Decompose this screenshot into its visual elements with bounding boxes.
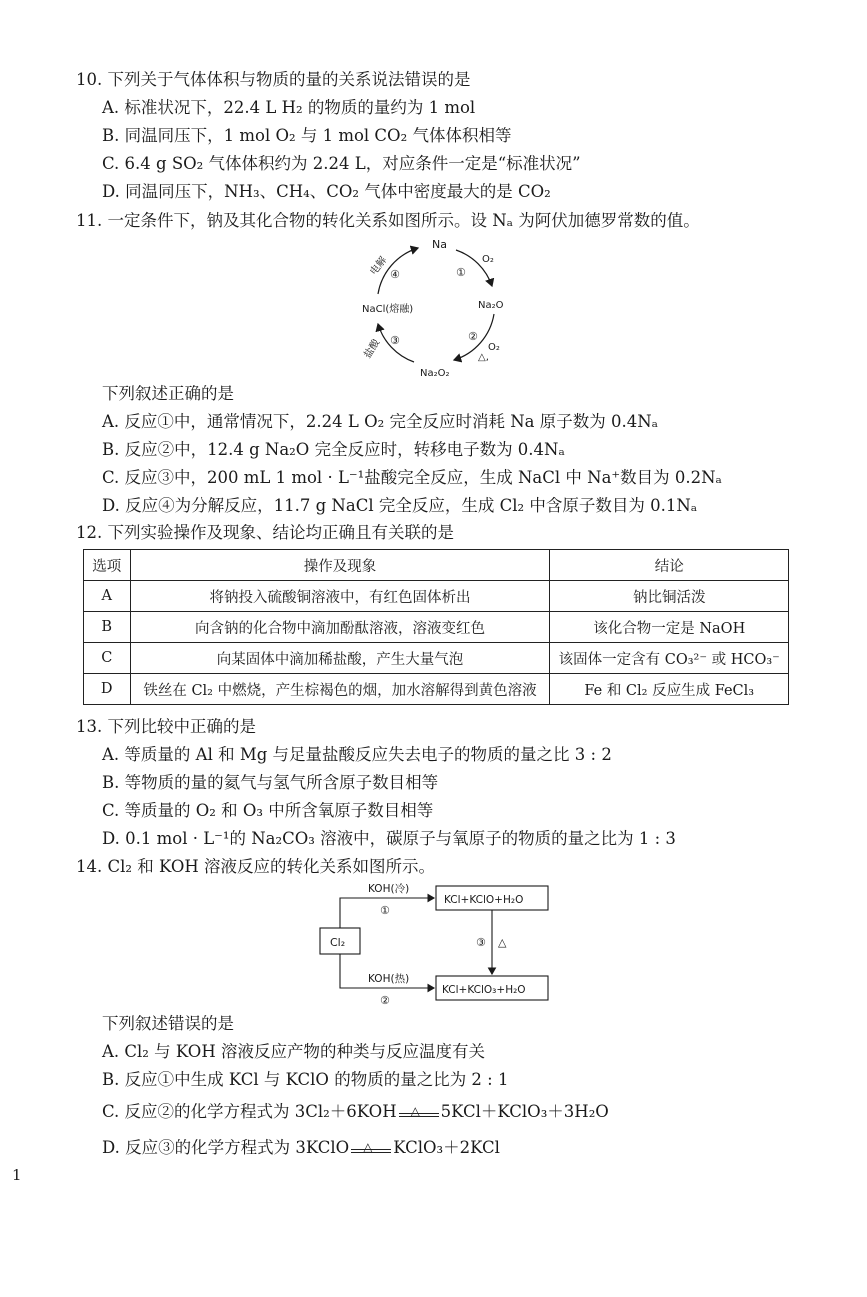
species-na2o: Na₂O: [478, 300, 504, 311]
q14-option-a: A. Cl₂ 与 KOH 溶液反应产物的种类与反应温度有关: [102, 1042, 485, 1061]
q14-stem: 14. Cl₂ 和 KOH 溶液反应的转化关系如图所示。: [76, 857, 436, 876]
chlorine-koh-diagram: [318, 878, 558, 1008]
q10-option-b: B. 同温同压下，1 mol O₂ 与 1 mol CO₂ 气体体积相等: [102, 126, 512, 145]
label-r3: ③: [476, 936, 486, 949]
label-r2: ②: [380, 994, 390, 1007]
row-d-operation: 铁丝在 Cl₂ 中燃烧，产生棕褐色的烟，加水溶解得到黄色溶液: [130, 674, 550, 705]
q10-option-a: A. 标准状况下，22.4 L H₂ 的物质的量约为 1 mol: [102, 98, 476, 117]
header-conclusion: 结论: [550, 550, 789, 581]
q14-option-d-left: D. 反应③的化学方程式为 3KClO: [102, 1138, 350, 1157]
q10-option-d: D. 同温同压下，NH₃、CH₄、CO₂ 气体中密度最大的是 CO₂: [102, 182, 551, 201]
row-c-option: C: [84, 643, 131, 674]
row-b-option: B: [84, 612, 131, 643]
product-2-label: KCl+KClO₃+H₂O: [442, 984, 526, 996]
species-nacl: NaCl(熔融): [362, 304, 414, 315]
q11-lead: 下列叙述正确的是: [102, 384, 234, 403]
q14-option-d-right: KClO₃＋2KCl: [393, 1138, 500, 1157]
table-row: [84, 581, 789, 612]
label-2: ②: [468, 330, 478, 343]
heat-mark: △: [410, 1103, 420, 1118]
heat-equals-sign: [399, 1105, 439, 1121]
q14-option-c: [102, 1098, 609, 1126]
row-a-option: A: [84, 581, 131, 612]
row-d-option: D: [84, 674, 131, 705]
q14-option-d: [102, 1134, 500, 1162]
label-r3-heat: △: [498, 936, 507, 949]
q14-option-c-right: 5KCl＋KClO₃＋3H₂O: [440, 1102, 609, 1121]
label-electrolysis: 电解: [368, 254, 390, 278]
table-row: [84, 643, 789, 674]
q13-option-b: B. 等物质的量的氦气与氢气所含原子数目相等: [102, 773, 439, 792]
label-4: ④: [390, 268, 400, 281]
label-heat: △,: [478, 352, 489, 363]
experiment-table: [83, 549, 789, 705]
q10-option-c: C. 6.4 g SO₂ 气体体积约为 2.24 L，对应条件一定是“标准状况”: [102, 154, 581, 173]
heat-equals-sign: [351, 1141, 391, 1157]
header-option: 选项: [84, 550, 131, 581]
q10-stem: 10. 下列关于气体体积与物质的量的关系说法错误的是: [76, 70, 471, 89]
q13-option-c: C. 等质量的 O₂ 和 O₃ 中所含氧原子数目相等: [102, 801, 434, 820]
q11-option-c: C. 反应③中，200 mL 1 mol · L⁻¹盐酸完全反应，生成 NaCl 中 Na⁺数目为 0.2Nₐ: [102, 468, 722, 487]
q12-stem: 12. 下列实验操作及现象、结论均正确且有关联的是: [76, 523, 454, 542]
cl2-label: Cl₂: [330, 936, 346, 949]
label-o2-2: O₂: [488, 342, 500, 353]
q11-option-b: B. 反应②中，12.4 g Na₂O 完全反应时，转移电子数为 0.4Nₐ: [102, 440, 565, 459]
q13-option-d: D. 0.1 mol · L⁻¹的 Na₂CO₃ 溶液中，碳原子与氧原子的物质的量之比为 1 : 3: [102, 829, 676, 848]
table-row: [84, 674, 789, 705]
q14-lead: 下列叙述错误的是: [102, 1014, 234, 1033]
q13-stem: 13. 下列比较中正确的是: [76, 717, 256, 736]
row-c-operation: 向某固体中滴加稀盐酸，产生大量气泡: [130, 643, 550, 674]
table-row: [84, 612, 789, 643]
product-1-label: KCl+KClO+H₂O: [444, 894, 524, 906]
q11-option-a: A. 反应①中，通常情况下，2.24 L O₂ 完全反应时消耗 Na 原子数为 0.4Nₐ: [102, 412, 659, 431]
page-number: 1: [12, 1166, 22, 1184]
label-3: ③: [390, 334, 400, 347]
row-b-conclusion: 该化合物一定是 NaOH: [550, 612, 789, 643]
row-d-conclusion: Fe 和 Cl₂ 反应生成 FeCl₃: [550, 674, 789, 705]
label-hcl: 盐酸: [362, 337, 383, 361]
label-1: ①: [456, 266, 466, 279]
label-o2-1: O₂: [482, 254, 494, 265]
row-a-conclusion: 钠比铜活泼: [550, 581, 789, 612]
row-a-operation: 将钠投入硫酸铜溶液中，有红色固体析出: [130, 581, 550, 612]
sodium-cycle-diagram: [356, 232, 526, 382]
q11-option-d: D. 反应④为分解反应，11.7 g NaCl 完全反应，生成 Cl₂ 中含原子数目为 0.1Nₐ: [102, 496, 698, 515]
row-b-operation: 向含钠的化合物中滴加酚酞溶液，溶液变红色: [130, 612, 550, 643]
table-header-row: [84, 550, 789, 581]
label-r1: ①: [380, 904, 390, 917]
label-koh-cold: KOH(冷): [368, 883, 410, 895]
q11-stem: 11. 一定条件下，钠及其化合物的转化关系如图所示。设 Nₐ 为阿伏加德罗常数的值。: [76, 211, 700, 230]
species-na2o2: Na₂O₂: [420, 368, 450, 379]
row-c-conclusion: 该固体一定含有 CO₃²⁻ 或 HCO₃⁻: [550, 643, 789, 674]
q14-option-b: B. 反应①中生成 KCl 与 KClO 的物质的量之比为 2 : 1: [102, 1070, 509, 1089]
label-koh-hot: KOH(热): [368, 973, 410, 985]
q13-option-a: A. 等质量的 Al 和 Mg 与足量盐酸反应失去电子的物质的量之比 3 : 2: [102, 745, 612, 764]
header-operation: 操作及现象: [130, 550, 550, 581]
species-na: Na: [432, 238, 447, 251]
q14-option-c-left: C. 反应②的化学方程式为 3Cl₂＋6KOH: [102, 1102, 397, 1121]
heat-mark: △: [363, 1139, 373, 1154]
